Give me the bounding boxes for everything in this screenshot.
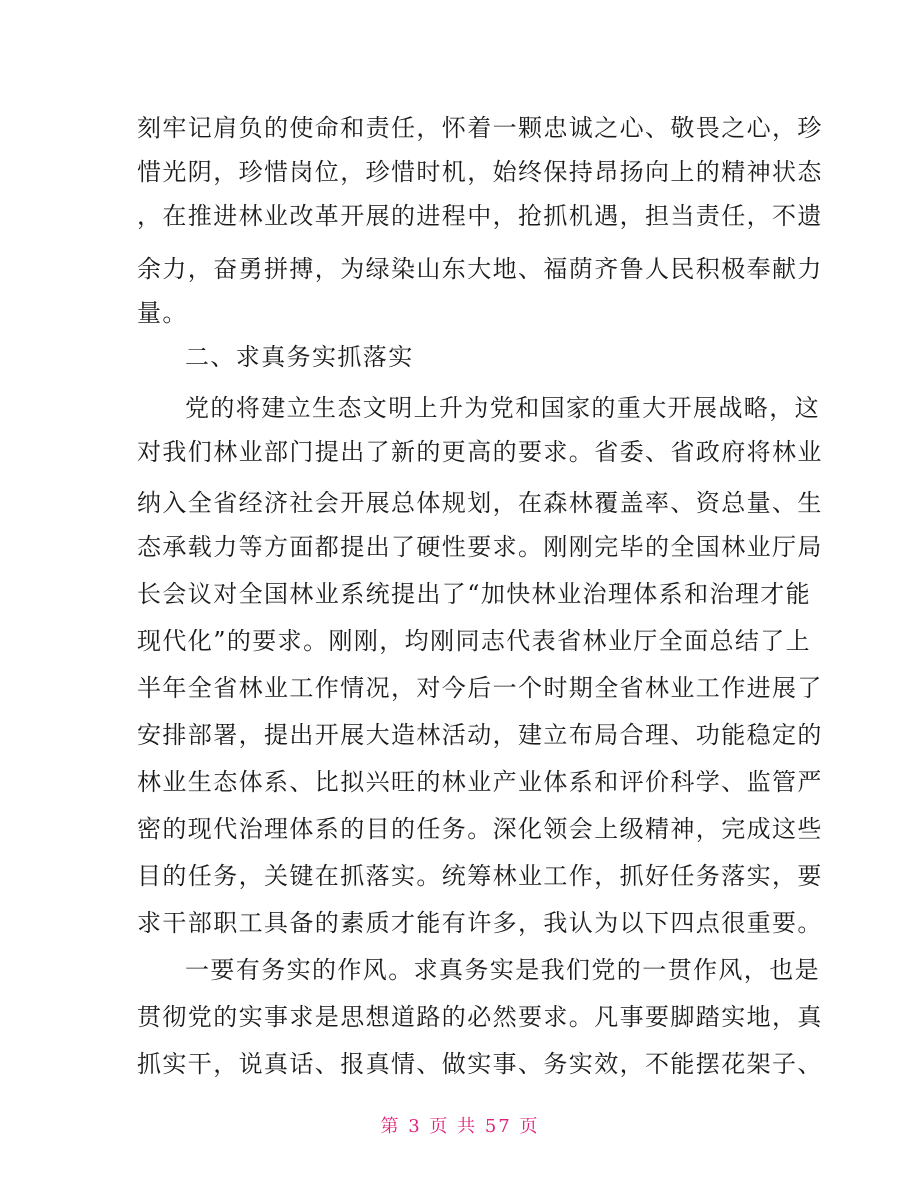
text-line: 抓实干，说真话、报真情、做实事、务实效，不能摆花架子、 xyxy=(137,1050,823,1078)
text-line: 林业生态体系、比拟兴旺的林业产业体系和评价科学、监管严 xyxy=(137,768,823,796)
text-line: 党的将建立生态文明上升为党和国家的重大开展战略，这 xyxy=(185,394,820,422)
text-line: 对我们林业部门提出了新的更高的要求。省委、省政府将林业 xyxy=(137,438,823,466)
text-line: 余力，奋勇拼搏，为绿染山东大地、福荫齐鲁人民积极奉献力 xyxy=(137,255,823,283)
text-line: 目的任务，关键在抓落实。统筹林业工作，抓好任务落实，要 xyxy=(137,862,823,890)
text-line: 长会议对全国林业系统提出了“加快林业治理体系和治理才能 xyxy=(137,580,812,608)
text-line: ，在推进林业改革开展的进程中，抢抓机遇，担当责任，不遗 xyxy=(137,202,823,230)
page-number-footer: 第 3 页 共 57 页 xyxy=(380,1116,540,1137)
text-line: 惜光阴，珍惜岗位，珍惜时机，始终保持昂扬向上的精神状态 xyxy=(137,158,823,186)
text-line: 贯彻党的实事求是思想道路的必然要求。凡事要脚踏实地，真 xyxy=(137,1003,823,1031)
text-line: 半年全省林业工作情况，对今后一个时期全省林业工作进展了 xyxy=(137,674,823,702)
text-line: 纳入全省经济社会开展总体规划，在森林覆盖率、资总量、生 xyxy=(137,489,823,517)
text-line: 一要有务实的作风。求真务实是我们党的一贯作风，也是 xyxy=(185,956,820,984)
text-line: 态承载力等方面都提出了硬性要求。刚刚完毕的全国林业厅局 xyxy=(137,533,823,561)
text-line: 量。 xyxy=(137,299,188,327)
text-line: 求干部职工具备的素质才能有许多，我认为以下四点很重要。 xyxy=(137,909,823,937)
text-line: 刻牢记肩负的使命和责任，怀着一颗忠诚之心、敬畏之心，珍 xyxy=(137,114,823,142)
section-heading: 二、求真务实抓落实 xyxy=(185,343,414,371)
text-line: 现代化”的要求。刚刚，均刚同志代表省林业厅全面总结了上 xyxy=(137,627,812,655)
text-line: 密的现代治理体系的目的任务。深化领会上级精神，完成这些 xyxy=(137,815,823,843)
text-line: 安排部署，提出开展大造林活动，建立布局合理、功能稳定的 xyxy=(137,721,823,749)
